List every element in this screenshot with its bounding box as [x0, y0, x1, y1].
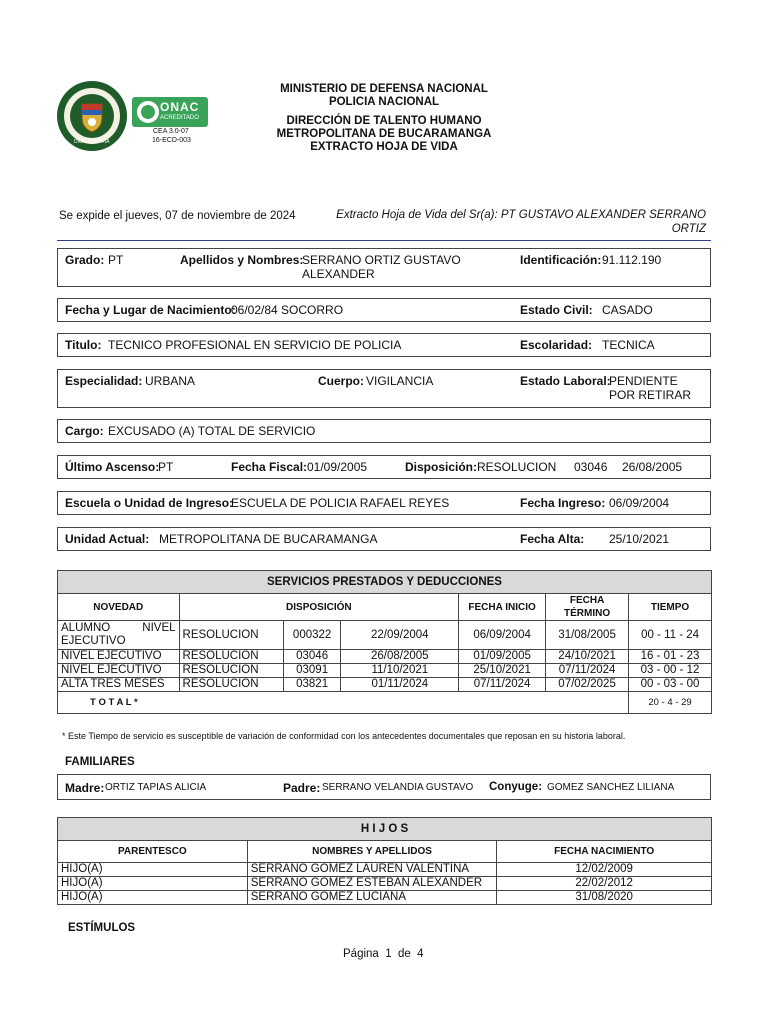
ingreso-label: Fecha Ingreso: [520, 496, 606, 510]
servicios-title: SERVICIOS PRESTADOS Y DEDUCCIONES [58, 571, 712, 594]
unidad-label: Unidad Actual: [65, 532, 150, 546]
padre-label: Padre: [283, 781, 321, 795]
titulo-label: Titulo: [65, 338, 102, 352]
cell-fecha-nac: 22/02/2012 [497, 877, 712, 891]
conyuge-label: Conyuge: [489, 781, 543, 793]
laboral-label: Estado Laboral: [520, 374, 611, 388]
cell-parentesco: HIJO(A) [58, 863, 248, 877]
disp-value: RESOLUCION [477, 460, 557, 474]
grado-label: Grado: [65, 253, 105, 267]
cell-disp: RESOLUCION [179, 664, 283, 678]
document-header [250, 83, 518, 154]
civil-value: CASADO [602, 303, 653, 317]
cell-termino: 07/11/2024 [546, 664, 629, 678]
apellidos-value-2: ALEXANDER [302, 267, 375, 281]
header-direccion: DIRECCIÓN DE TALENTO HUMANO [286, 115, 482, 127]
cargo-value: EXCUSADO (A) TOTAL DE SERVICIO [108, 424, 316, 438]
header-ministerio: MINISTERIO DE DEFENSA NACIONAL [280, 83, 488, 95]
disp-label: Disposición: [405, 460, 478, 474]
escolaridad-label: Escolaridad: [520, 338, 593, 352]
madre-label: Madre: [65, 781, 105, 795]
cell-fecha: 22/09/2004 [341, 621, 459, 650]
alta-value: 25/10/2021 [609, 532, 670, 546]
total-value: 20 - 4 - 29 [629, 692, 712, 714]
hijos-table [57, 817, 712, 905]
cell-termino: 24/10/2021 [546, 650, 629, 664]
table-row [58, 863, 712, 877]
cell-disp: RESOLUCION [179, 621, 283, 650]
laboral-value-1: PENDIENTE [609, 374, 678, 388]
cell-nombre: SERRANO GOMEZ ESTEBAN ALEXANDER [247, 877, 497, 891]
table-row [58, 678, 712, 692]
onac-sub: ACREDITADO [160, 115, 199, 121]
cuerpo-label: Cuerpo: [318, 374, 364, 388]
extracto-line-1: Extracto Hoja de Vida del Sr(a): PT GUSTAVO ALEXANDER SERRANO [336, 209, 706, 221]
cell-novedad: ALTA TRES MESES [58, 678, 180, 692]
header-rule [57, 240, 711, 241]
cell-inicio: 06/09/2004 [459, 621, 546, 650]
ascenso-label: Último Ascenso: [65, 460, 160, 474]
conyuge-value: GOMEZ SANCHEZ LILIANA [547, 782, 675, 793]
cell-num: 03821 [283, 678, 341, 692]
onac-brand: ONAC [160, 100, 200, 114]
fiscal-label: Fecha Fiscal: [231, 460, 308, 474]
cell-novedad: NIVEL EJECUTIVO [58, 650, 180, 664]
cell-tiempo: 00 - 11 - 24 [629, 621, 712, 650]
fiscal-value: 01/09/2005 [307, 460, 368, 474]
cell-fecha: 11/10/2021 [341, 664, 459, 678]
escuela-label: Escuela o Unidad de Ingreso: [65, 496, 234, 510]
header-policia: POLICIA NACIONAL [328, 96, 440, 108]
especialidad-value: URBANA [145, 374, 196, 388]
cell-nombre: SERRANO GOMEZ LUCIANA [247, 891, 497, 905]
onac-logo [132, 97, 208, 127]
cell-termino: 31/08/2005 [546, 621, 629, 650]
cell-fecha: 01/11/2024 [341, 678, 459, 692]
disp-number: 03046 [574, 460, 608, 474]
alta-label: Fecha Alta: [520, 532, 585, 546]
cell-tiempo: 03 - 00 - 12 [629, 664, 712, 678]
cell-inicio: 01/09/2005 [459, 650, 546, 664]
servicios-note: * Este Tiempo de servicio es susceptible de variación de conformidad con los antecedentes documentales que reposan en su historia laboral. [62, 731, 626, 741]
table-row [58, 877, 712, 891]
ingreso-value: 06/09/2004 [609, 496, 670, 510]
civil-label: Estado Civil: [520, 303, 593, 317]
cell-inicio: 07/11/2024 [459, 678, 546, 692]
table-row [58, 621, 712, 650]
padre-value: SERRANO VELANDIA GUSTAVO [322, 782, 474, 793]
col-novedad: NOVEDAD [58, 594, 180, 621]
col-disposicion: DISPOSICIÓN [179, 594, 459, 621]
col-nombres: NOMBRES Y APELLIDOS [247, 841, 497, 863]
ident-value: 91.112.190 [602, 253, 662, 267]
table-row [58, 650, 712, 664]
cell-disp: RESOLUCION [179, 678, 283, 692]
ascenso-value: PT [158, 460, 174, 474]
estimulos-title: ESTÍMULOS [68, 922, 136, 934]
cell-novedad: NIVEL EJECUTIVO [58, 664, 180, 678]
onac-code-1: CEA 3.0-07 [153, 128, 189, 135]
cell-disp: RESOLUCION [179, 650, 283, 664]
titulo-value: TECNICO PROFESIONAL EN SERVICIO DE POLICIA [108, 338, 402, 352]
col-tiempo: TIEMPO [629, 594, 712, 621]
cell-tiempo: 00 - 03 - 00 [629, 678, 712, 692]
cell-inicio: 25/10/2021 [459, 664, 546, 678]
page-number: Página 1 de 4 [343, 948, 424, 960]
table-row [58, 664, 712, 678]
cargo-label: Cargo: [65, 424, 104, 438]
table-row [58, 891, 712, 905]
onac-code-2: 16-ECD-003 [152, 137, 191, 144]
cell-num: 03091 [283, 664, 341, 678]
cell-nombre: SERRANO GOMEZ LAUREN VALENTINA [247, 863, 497, 877]
disp-date: 26/08/2005 [622, 460, 683, 474]
nac-label: Fecha y Lugar de Nacimiento: [65, 303, 236, 317]
cell-termino: 07/02/2025 [546, 678, 629, 692]
laboral-value-2: POR RETIRAR [609, 388, 692, 402]
cell-num: 000322 [283, 621, 341, 650]
total-label: T O T A L * [58, 692, 629, 714]
cell-fecha-nac: 12/02/2009 [497, 863, 712, 877]
col-fecha-nac: FECHA NACIMIENTO [497, 841, 712, 863]
cell-num: 03046 [283, 650, 341, 664]
familiares-title: FAMILIARES [65, 756, 135, 768]
col-fecha-termino: FECHA TÉRMINO [546, 594, 629, 621]
crest-motto: DIOS Y PATRIA [74, 139, 110, 145]
apellidos-label: Apellidos y Nombres: [180, 253, 304, 267]
extracto-line-2: ORTIZ [671, 223, 706, 235]
header-metropolitana: METROPOLITANA DE BUCARAMANGA [276, 128, 492, 140]
cell-parentesco: HIJO(A) [58, 877, 248, 891]
cell-fecha-nac: 31/08/2020 [497, 891, 712, 905]
header-extracto: EXTRACTO HOJA DE VIDA [310, 141, 458, 153]
madre-value: ORTIZ TAPIAS ALICIA [105, 782, 207, 793]
servicios-table [57, 570, 712, 714]
unidad-value: METROPOLITANA DE BUCARAMANGA [159, 532, 378, 546]
grado-value: PT [108, 253, 124, 267]
cell-fecha: 26/08/2005 [341, 650, 459, 664]
col-fecha-inicio: FECHA INICIO [459, 594, 546, 621]
especialidad-label: Especialidad: [65, 374, 143, 388]
hijos-title: H I J O S [58, 818, 712, 841]
escuela-value: ESCUELA DE POLICIA RAFAEL REYES [231, 496, 450, 510]
col-parentesco: PARENTESCO [58, 841, 248, 863]
expide-date: Se expide el jueves, 07 de noviembre de 2024 [59, 210, 296, 222]
ident-label: Identificación: [520, 253, 602, 267]
escolaridad-value: TECNICA [602, 338, 655, 352]
cell-parentesco: HIJO(A) [58, 891, 248, 905]
apellidos-value-1: SERRANO ORTIZ GUSTAVO [302, 253, 461, 267]
cell-novedad: ALUMNO NIVEL EJECUTIVO [58, 621, 180, 650]
cuerpo-value: VIGILANCIA [366, 374, 434, 388]
cell-tiempo: 16 - 01 - 23 [629, 650, 712, 664]
nac-value: 06/02/84 SOCORRO [231, 303, 344, 317]
